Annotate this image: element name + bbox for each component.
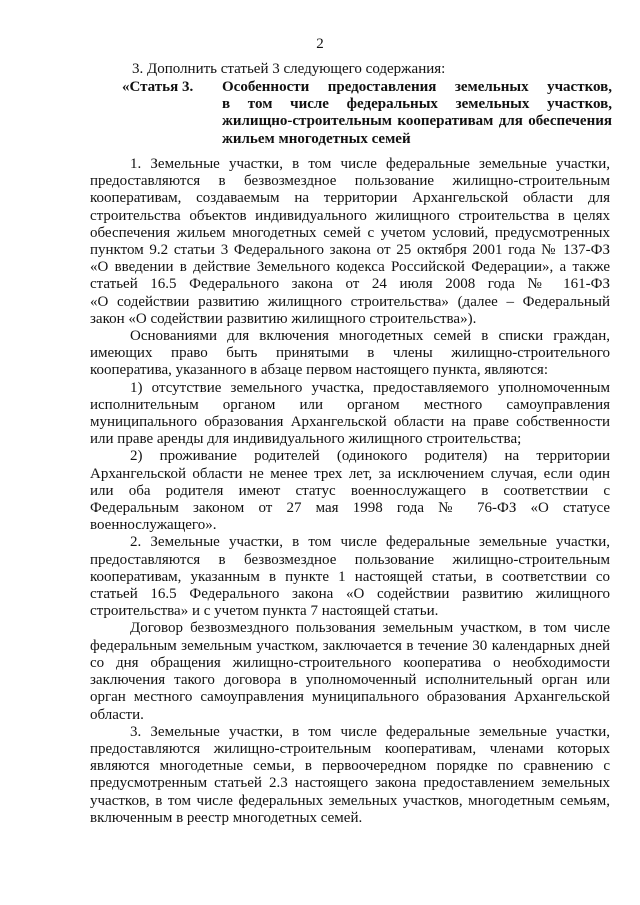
paragraph-line: строительства объектов индивидуального жилищного строительства в целях [90,207,610,224]
paragraph [90,534,610,620]
paragraph-line: Федеральным законом от 27 мая 1998 года № 76-ФЗ «О статусе [90,500,610,517]
article-label: «Статья 3. [122,79,194,95]
paragraph-line: предоставляются в безвозмездное пользование жилищно-строительным [90,173,610,190]
paragraph-line: Архангельской области не менее трех лет, за исключением случая, если один [90,465,610,482]
paragraph-line: строительства» и с учетом пункта 7 настоящей статьи. [90,603,439,620]
paragraph-line: предоставляются в безвозмездное пользование жилищно-строительным [90,551,610,568]
paragraph-line: участков, в том числе федеральных земельных участков, многодетным семьям, [90,792,610,809]
article-header [122,79,612,149]
paragraph [90,328,610,380]
paragraph-line: 1. Земельные участки, в том числе федеральные земельные участки, [130,156,610,172]
paragraph-line: статьей 16.5 Федерального закона от 24 июля 2008 года № 161-ФЗ [90,276,610,293]
article-title-line: жильем многодетных семей [222,130,411,147]
article-title-line: в том числе федеральных земельных участков, [222,96,612,113]
paragraph-line: «О содействии развитию жилищного строительства» (далее – Федеральный [90,293,610,310]
paragraph-line: предоставляются жилищно-строительным кооперативам, членами которых [90,740,610,757]
paragraph-line: предусмотренным статьей 2.3 настоящего закона предоставлением земельных [90,775,610,792]
paragraph [90,724,610,827]
paragraph-line: муниципального образования Архангельской области на праве собственности [90,414,610,431]
paragraph-line: Основаниями для включения многодетных семей в списки граждан, [130,328,610,345]
paragraph-line: со дня обращения жилищно-строительного кооператива о необходимости [90,654,610,671]
paragraph-line: военнослужащего». [90,517,217,534]
paragraph-line: исполнительным органом или органом местного самоуправления [90,396,610,413]
paragraph-line: обеспечения жильем многодетных семей с учетом условий, предусмотренных [90,224,610,241]
paragraph-line: 1) отсутствие земельного участка, предоставляемого уполномоченным [130,379,610,396]
paragraph-line: области. [90,706,144,723]
article-body [90,156,610,827]
paragraph [90,380,610,449]
paragraph-line: пунктом 9.2 статьи 3 Федерального закона от 25 октября 2001 года № 137-ФЗ [90,242,610,259]
paragraph-line: орган местного самоуправления муниципального образования Архангельской [90,689,610,706]
article-title-line: Особенности предоставления земельных участков, [222,79,612,95]
paragraph-line: Договор безвозмездного пользования земельным участком, в том числе [130,620,610,637]
paragraph-line: или оба родителя имеют статус военнослужащего в соответствии с [90,482,610,499]
paragraph-line: кооператива, указанного в абзаце первом настоящего пункта, являются: [90,362,548,379]
paragraph-line: 2. Земельные участки, в том числе федеральные земельные участки, [130,534,610,551]
amendment-intro: 3. Дополнить статьей 3 следующего содержания: [132,61,446,77]
paragraph-line: кооперативам, создаваемым на территории Архангельской области для [90,190,610,207]
paragraph-line: федеральным земельным участком, заключается в течение 30 календарных дней [90,637,610,654]
paragraph [90,448,610,534]
paragraph-line: «О введении в действие Земельного кодекса Российской Федерации», а также [90,259,610,276]
paragraph-line: заключения такого договора в уполномоченный исполнительный орган или [90,672,610,689]
page-number: 2 [316,36,324,52]
paragraph-line: статьей 16.5 Федерального закона «О содействии развитию жилищного [90,586,610,603]
paragraph [90,156,610,328]
paragraph-line: или праве аренды для индивидуального жилищного строительства; [90,431,522,448]
paragraph-line: 2) проживание родителей (одинокого родителя) на территории [130,448,610,465]
paragraph-line: 3. Земельные участки, в том числе федеральные земельные участки, [130,723,610,740]
paragraph-line: закон «О содействии развитию жилищного строительства»). [90,310,477,327]
paragraph-line: являются многодетные семьи, в первоочередном порядке по сравнению с [90,758,610,775]
article-title-line: жилищно-строительным кооперативам для обеспечения [222,113,612,130]
paragraph-line: включенным в реестр многодетных семей. [90,809,363,826]
article-title [222,79,612,148]
paragraph [90,620,610,723]
paragraph-line: имеющих право быть принятыми в члены жилищно-строительного [90,345,610,362]
paragraph-line: кооперативам, указанным в пункте 1 настоящей статьи, в соответствии со [90,568,610,585]
